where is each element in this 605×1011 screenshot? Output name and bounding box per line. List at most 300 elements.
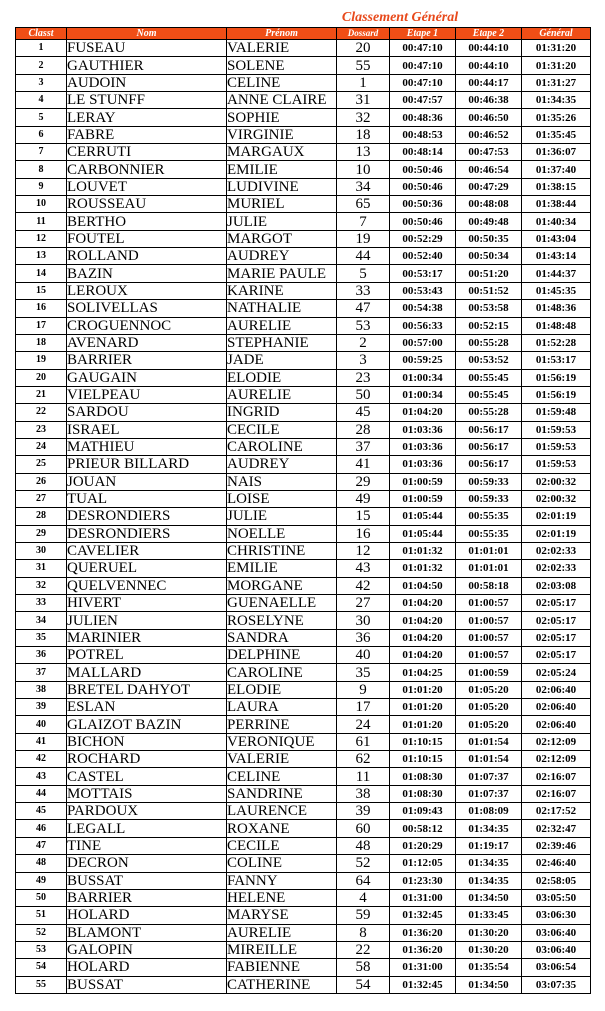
cell-rank: 11 — [16, 213, 67, 230]
table-row — [16, 369, 591, 386]
table-row — [16, 421, 591, 438]
cell-stage1-time: 01:01:20 — [390, 699, 456, 716]
cell-lastname: CERRUTI — [67, 144, 227, 161]
cell-lastname: LE STUNFF — [67, 92, 227, 109]
cell-rank: 25 — [16, 456, 67, 473]
header-overall: Général — [522, 28, 591, 40]
cell-stage1-time: 00:53:43 — [390, 282, 456, 299]
cell-bib: 58 — [337, 959, 390, 976]
cell-firstname: KARINE — [227, 282, 337, 299]
table-row — [16, 837, 591, 854]
cell-stage1-time: 01:01:20 — [390, 716, 456, 733]
cell-stage1-time: 01:00:59 — [390, 490, 456, 507]
table-row — [16, 456, 591, 473]
cell-lastname: DESRONDIERS — [67, 508, 227, 525]
cell-rank: 42 — [16, 751, 67, 768]
cell-stage2-time: 01:00:57 — [456, 647, 522, 664]
cell-stage1-time: 01:05:44 — [390, 508, 456, 525]
cell-lastname: MATHIEU — [67, 438, 227, 455]
table-row — [16, 976, 591, 993]
cell-firstname: ANNE CLAIRE — [227, 92, 337, 109]
cell-rank: 14 — [16, 265, 67, 282]
cell-overall-time: 02:03:08 — [522, 577, 591, 594]
cell-overall-time: 02:16:07 — [522, 785, 591, 802]
cell-stage2-time: 00:56:17 — [456, 438, 522, 455]
cell-lastname: BAZIN — [67, 265, 227, 282]
cell-stage2-time: 01:34:50 — [456, 976, 522, 993]
cell-stage2-time: 00:58:18 — [456, 577, 522, 594]
cell-stage1-time: 01:23:30 — [390, 872, 456, 889]
cell-overall-time: 02:16:07 — [522, 768, 591, 785]
cell-lastname: FUSEAU — [67, 40, 227, 57]
table-row — [16, 352, 591, 369]
header-rank: Classt — [16, 28, 67, 40]
cell-bib: 38 — [337, 785, 390, 802]
cell-stage2-time: 01:30:20 — [456, 941, 522, 958]
cell-overall-time: 01:45:35 — [522, 282, 591, 299]
cell-rank: 10 — [16, 196, 67, 213]
cell-stage1-time: 00:47:10 — [390, 74, 456, 91]
cell-stage2-time: 01:08:09 — [456, 803, 522, 820]
cell-bib: 47 — [337, 300, 390, 317]
cell-rank: 18 — [16, 334, 67, 351]
cell-bib: 28 — [337, 421, 390, 438]
cell-firstname: PERRINE — [227, 716, 337, 733]
cell-rank: 52 — [16, 924, 67, 941]
cell-overall-time: 02:05:17 — [522, 629, 591, 646]
cell-stage1-time: 01:04:20 — [390, 629, 456, 646]
cell-stage1-time: 01:36:20 — [390, 941, 456, 958]
cell-stage2-time: 00:46:52 — [456, 126, 522, 143]
cell-rank: 47 — [16, 837, 67, 854]
cell-stage2-time: 00:55:28 — [456, 334, 522, 351]
cell-lastname: DECRON — [67, 855, 227, 872]
cell-bib: 50 — [337, 386, 390, 403]
cell-lastname: POTREL — [67, 647, 227, 664]
cell-stage1-time: 01:20:29 — [390, 837, 456, 854]
cell-overall-time: 01:59:53 — [522, 421, 591, 438]
cell-bib: 65 — [337, 196, 390, 213]
page-title: Classement Général — [341, 10, 459, 25]
table-row — [16, 542, 591, 559]
cell-firstname: CELINE — [227, 74, 337, 91]
cell-overall-time: 01:56:19 — [522, 369, 591, 386]
cell-overall-time: 03:06:40 — [522, 924, 591, 941]
cell-rank: 30 — [16, 542, 67, 559]
cell-overall-time: 01:38:44 — [522, 196, 591, 213]
cell-stage1-time: 00:50:36 — [390, 196, 456, 213]
cell-bib: 22 — [337, 941, 390, 958]
cell-overall-time: 03:06:40 — [522, 941, 591, 958]
cell-stage1-time: 00:47:10 — [390, 40, 456, 57]
table-row — [16, 265, 591, 282]
cell-stage1-time: 01:04:20 — [390, 404, 456, 421]
cell-stage1-time: 01:10:15 — [390, 733, 456, 750]
cell-firstname: COLINE — [227, 855, 337, 872]
cell-rank: 22 — [16, 404, 67, 421]
cell-rank: 3 — [16, 74, 67, 91]
cell-rank: 44 — [16, 785, 67, 802]
cell-stage1-time: 00:50:46 — [390, 213, 456, 230]
cell-firstname: LAURENCE — [227, 803, 337, 820]
table-row — [16, 872, 591, 889]
cell-stage2-time: 00:55:45 — [456, 369, 522, 386]
cell-rank: 34 — [16, 612, 67, 629]
cell-stage2-time: 00:50:35 — [456, 230, 522, 247]
cell-lastname: JULIEN — [67, 612, 227, 629]
cell-firstname: MURIEL — [227, 196, 337, 213]
cell-lastname: MALLARD — [67, 664, 227, 681]
table-row — [16, 577, 591, 594]
cell-overall-time: 02:32:47 — [522, 820, 591, 837]
cell-bib: 54 — [337, 976, 390, 993]
cell-firstname: AUDREY — [227, 248, 337, 265]
cell-firstname: AURELIE — [227, 386, 337, 403]
cell-overall-time: 01:35:45 — [522, 126, 591, 143]
cell-firstname: EMILIE — [227, 560, 337, 577]
cell-stage2-time: 01:05:20 — [456, 716, 522, 733]
cell-overall-time: 01:52:28 — [522, 334, 591, 351]
cell-firstname: NAIS — [227, 473, 337, 490]
cell-rank: 43 — [16, 768, 67, 785]
table-row — [16, 230, 591, 247]
cell-lastname: LEROUX — [67, 282, 227, 299]
header-row — [16, 28, 591, 40]
cell-lastname: AVENARD — [67, 334, 227, 351]
table-row — [16, 768, 591, 785]
cell-lastname: ROCHARD — [67, 751, 227, 768]
header-stage1: Etape 1 — [390, 28, 456, 40]
cell-bib: 17 — [337, 699, 390, 716]
cell-rank: 36 — [16, 647, 67, 664]
cell-rank: 45 — [16, 803, 67, 820]
table-row — [16, 92, 591, 109]
cell-stage2-time: 01:05:20 — [456, 699, 522, 716]
cell-stage2-time: 01:01:54 — [456, 733, 522, 750]
cell-bib: 60 — [337, 820, 390, 837]
cell-rank: 26 — [16, 473, 67, 490]
table-row — [16, 716, 591, 733]
cell-stage2-time: 01:34:35 — [456, 855, 522, 872]
cell-overall-time: 01:36:07 — [522, 144, 591, 161]
cell-firstname: VALERIE — [227, 751, 337, 768]
cell-firstname: CHRISTINE — [227, 542, 337, 559]
table-row — [16, 560, 591, 577]
table-row — [16, 889, 591, 906]
cell-bib: 11 — [337, 768, 390, 785]
cell-overall-time: 02:05:17 — [522, 595, 591, 612]
cell-stage2-time: 00:59:33 — [456, 473, 522, 490]
cell-overall-time: 02:06:40 — [522, 699, 591, 716]
cell-stage2-time: 00:55:45 — [456, 386, 522, 403]
cell-lastname: PARDOUX — [67, 803, 227, 820]
cell-overall-time: 01:37:40 — [522, 161, 591, 178]
cell-stage1-time: 00:52:29 — [390, 230, 456, 247]
cell-overall-time: 02:05:17 — [522, 612, 591, 629]
cell-firstname: AUDREY — [227, 456, 337, 473]
cell-overall-time: 02:00:32 — [522, 473, 591, 490]
cell-bib: 39 — [337, 803, 390, 820]
cell-rank: 32 — [16, 577, 67, 594]
cell-lastname: GAUGAIN — [67, 369, 227, 386]
cell-firstname: MARYSE — [227, 907, 337, 924]
cell-bib: 41 — [337, 456, 390, 473]
cell-lastname: GLAIZOT BAZIN — [67, 716, 227, 733]
cell-firstname: JULIE — [227, 213, 337, 230]
cell-lastname: BUSSAT — [67, 872, 227, 889]
table-row — [16, 438, 591, 455]
cell-stage2-time: 00:59:33 — [456, 490, 522, 507]
cell-lastname: ISRAEL — [67, 421, 227, 438]
cell-firstname: CATHERINE — [227, 976, 337, 993]
table-row — [16, 300, 591, 317]
cell-firstname: SOLENE — [227, 57, 337, 74]
cell-stage2-time: 00:49:48 — [456, 213, 522, 230]
cell-firstname: SANDRINE — [227, 785, 337, 802]
cell-rank: 38 — [16, 681, 67, 698]
cell-lastname: BARRIER — [67, 889, 227, 906]
cell-stage2-time: 00:53:52 — [456, 352, 522, 369]
cell-overall-time: 02:01:19 — [522, 508, 591, 525]
cell-bib: 64 — [337, 872, 390, 889]
cell-overall-time: 01:34:35 — [522, 92, 591, 109]
cell-stage1-time: 01:31:00 — [390, 889, 456, 906]
cell-rank: 46 — [16, 820, 67, 837]
table-row — [16, 820, 591, 837]
header-bib: Dossard — [337, 28, 390, 40]
cell-stage1-time: 01:01:32 — [390, 560, 456, 577]
cell-bib: 10 — [337, 161, 390, 178]
cell-stage1-time: 00:50:46 — [390, 161, 456, 178]
cell-rank: 7 — [16, 144, 67, 161]
table-row — [16, 941, 591, 958]
cell-lastname: QUELVENNEC — [67, 577, 227, 594]
cell-stage1-time: 01:00:59 — [390, 473, 456, 490]
cell-overall-time: 02:39:46 — [522, 837, 591, 854]
cell-rank: 37 — [16, 664, 67, 681]
cell-bib: 27 — [337, 595, 390, 612]
cell-lastname: VIELPEAU — [67, 386, 227, 403]
cell-stage1-time: 01:08:30 — [390, 768, 456, 785]
cell-stage1-time: 00:48:36 — [390, 109, 456, 126]
cell-stage2-time: 00:44:10 — [456, 40, 522, 57]
cell-bib: 24 — [337, 716, 390, 733]
cell-overall-time: 01:59:48 — [522, 404, 591, 421]
cell-lastname: SOLIVELLAS — [67, 300, 227, 317]
cell-lastname: BICHON — [67, 733, 227, 750]
cell-stage2-time: 00:46:54 — [456, 161, 522, 178]
cell-bib: 16 — [337, 525, 390, 542]
cell-bib: 20 — [337, 40, 390, 57]
cell-firstname: DELPHINE — [227, 647, 337, 664]
cell-lastname: GAUTHIER — [67, 57, 227, 74]
cell-firstname: CECILE — [227, 421, 337, 438]
cell-lastname: BRETEL DAHYOT — [67, 681, 227, 698]
cell-bib: 1 — [337, 74, 390, 91]
table-row — [16, 733, 591, 750]
cell-lastname: TUAL — [67, 490, 227, 507]
cell-rank: 12 — [16, 230, 67, 247]
cell-stage1-time: 01:04:20 — [390, 595, 456, 612]
cell-rank: 55 — [16, 976, 67, 993]
table-row — [16, 924, 591, 941]
cell-stage1-time: 00:53:17 — [390, 265, 456, 282]
cell-firstname: JULIE — [227, 508, 337, 525]
cell-rank: 20 — [16, 369, 67, 386]
cell-overall-time: 02:12:09 — [522, 733, 591, 750]
cell-lastname: AUDOIN — [67, 74, 227, 91]
cell-firstname: CAROLINE — [227, 664, 337, 681]
cell-stage2-time: 01:34:35 — [456, 820, 522, 837]
cell-overall-time: 03:06:30 — [522, 907, 591, 924]
cell-stage2-time: 00:51:20 — [456, 265, 522, 282]
cell-stage1-time: 00:48:14 — [390, 144, 456, 161]
cell-bib: 3 — [337, 352, 390, 369]
cell-bib: 31 — [337, 92, 390, 109]
cell-firstname: ELODIE — [227, 681, 337, 698]
cell-bib: 23 — [337, 369, 390, 386]
cell-overall-time: 02:00:32 — [522, 490, 591, 507]
cell-overall-time: 01:43:04 — [522, 230, 591, 247]
cell-firstname: SOPHIE — [227, 109, 337, 126]
cell-bib: 34 — [337, 178, 390, 195]
cell-stage2-time: 01:30:20 — [456, 924, 522, 941]
cell-stage1-time: 01:01:32 — [390, 542, 456, 559]
cell-firstname: NOELLE — [227, 525, 337, 542]
cell-stage2-time: 01:07:37 — [456, 768, 522, 785]
cell-stage2-time: 00:55:28 — [456, 404, 522, 421]
cell-bib: 32 — [337, 109, 390, 126]
cell-overall-time: 03:05:50 — [522, 889, 591, 906]
table-row — [16, 508, 591, 525]
cell-firstname: FABIENNE — [227, 959, 337, 976]
cell-overall-time: 02:02:33 — [522, 560, 591, 577]
cell-rank: 2 — [16, 57, 67, 74]
header-firstname: Prénom — [227, 28, 337, 40]
cell-rank: 50 — [16, 889, 67, 906]
table-row — [16, 386, 591, 403]
cell-bib: 30 — [337, 612, 390, 629]
cell-bib: 44 — [337, 248, 390, 265]
cell-rank: 53 — [16, 941, 67, 958]
cell-rank: 29 — [16, 525, 67, 542]
table-row — [16, 178, 591, 195]
cell-overall-time: 02:05:17 — [522, 647, 591, 664]
table-row — [16, 612, 591, 629]
cell-rank: 1 — [16, 40, 67, 57]
table-row — [16, 525, 591, 542]
cell-stage1-time: 01:04:20 — [390, 612, 456, 629]
cell-lastname: CARBONNIER — [67, 161, 227, 178]
table-row — [16, 404, 591, 421]
cell-lastname: DESRONDIERS — [67, 525, 227, 542]
cell-overall-time: 01:31:27 — [522, 74, 591, 91]
cell-firstname: NATHALIE — [227, 300, 337, 317]
cell-rank: 24 — [16, 438, 67, 455]
cell-rank: 16 — [16, 300, 67, 317]
cell-rank: 15 — [16, 282, 67, 299]
cell-stage2-time: 01:19:17 — [456, 837, 522, 854]
cell-bib: 42 — [337, 577, 390, 594]
cell-overall-time: 01:31:20 — [522, 40, 591, 57]
cell-overall-time: 01:43:14 — [522, 248, 591, 265]
cell-stage2-time: 00:47:53 — [456, 144, 522, 161]
table-row — [16, 57, 591, 74]
table-row — [16, 126, 591, 143]
cell-firstname: ROXANE — [227, 820, 337, 837]
cell-bib: 19 — [337, 230, 390, 247]
table-row — [16, 959, 591, 976]
cell-rank: 23 — [16, 421, 67, 438]
table-row — [16, 40, 591, 57]
table-row — [16, 803, 591, 820]
table-row — [16, 751, 591, 768]
table-row — [16, 490, 591, 507]
table-row — [16, 161, 591, 178]
cell-bib: 35 — [337, 664, 390, 681]
cell-lastname: QUERUEL — [67, 560, 227, 577]
cell-overall-time: 01:53:17 — [522, 352, 591, 369]
cell-stage1-time: 00:50:46 — [390, 178, 456, 195]
table-row — [16, 907, 591, 924]
cell-stage2-time: 00:46:50 — [456, 109, 522, 126]
cell-stage1-time: 00:56:33 — [390, 317, 456, 334]
cell-lastname: CROGUENNOC — [67, 317, 227, 334]
cell-firstname: LAURA — [227, 699, 337, 716]
table-row — [16, 647, 591, 664]
cell-lastname: MOTTAIS — [67, 785, 227, 802]
cell-rank: 31 — [16, 560, 67, 577]
cell-stage2-time: 01:34:35 — [456, 872, 522, 889]
cell-overall-time: 01:59:53 — [522, 438, 591, 455]
table-row — [16, 196, 591, 213]
cell-firstname: MORGANE — [227, 577, 337, 594]
header-stage2: Etape 2 — [456, 28, 522, 40]
table-row — [16, 785, 591, 802]
cell-overall-time: 03:06:54 — [522, 959, 591, 976]
cell-bib: 12 — [337, 542, 390, 559]
cell-stage2-time: 01:01:01 — [456, 542, 522, 559]
cell-overall-time: 01:56:19 — [522, 386, 591, 403]
cell-lastname: ESLAN — [67, 699, 227, 716]
table-row — [16, 282, 591, 299]
cell-lastname: SARDOU — [67, 404, 227, 421]
cell-stage1-time: 01:32:45 — [390, 976, 456, 993]
cell-overall-time: 02:17:52 — [522, 803, 591, 820]
cell-stage2-time: 01:35:54 — [456, 959, 522, 976]
cell-bib: 13 — [337, 144, 390, 161]
cell-firstname: CAROLINE — [227, 438, 337, 455]
cell-firstname: MARIE PAULE — [227, 265, 337, 282]
cell-overall-time: 01:48:36 — [522, 300, 591, 317]
cell-stage2-time: 00:56:17 — [456, 421, 522, 438]
cell-overall-time: 02:12:09 — [522, 751, 591, 768]
cell-overall-time: 01:38:15 — [522, 178, 591, 195]
cell-firstname: VALERIE — [227, 40, 337, 57]
cell-overall-time: 02:58:05 — [522, 872, 591, 889]
cell-stage1-time: 00:48:53 — [390, 126, 456, 143]
cell-lastname: FABRE — [67, 126, 227, 143]
cell-stage2-time: 00:48:08 — [456, 196, 522, 213]
cell-stage1-time: 01:10:15 — [390, 751, 456, 768]
table-row — [16, 473, 591, 490]
cell-rank: 19 — [16, 352, 67, 369]
cell-bib: 9 — [337, 681, 390, 698]
cell-rank: 8 — [16, 161, 67, 178]
table-row — [16, 664, 591, 681]
cell-stage2-time: 01:33:45 — [456, 907, 522, 924]
cell-overall-time: 01:44:37 — [522, 265, 591, 282]
